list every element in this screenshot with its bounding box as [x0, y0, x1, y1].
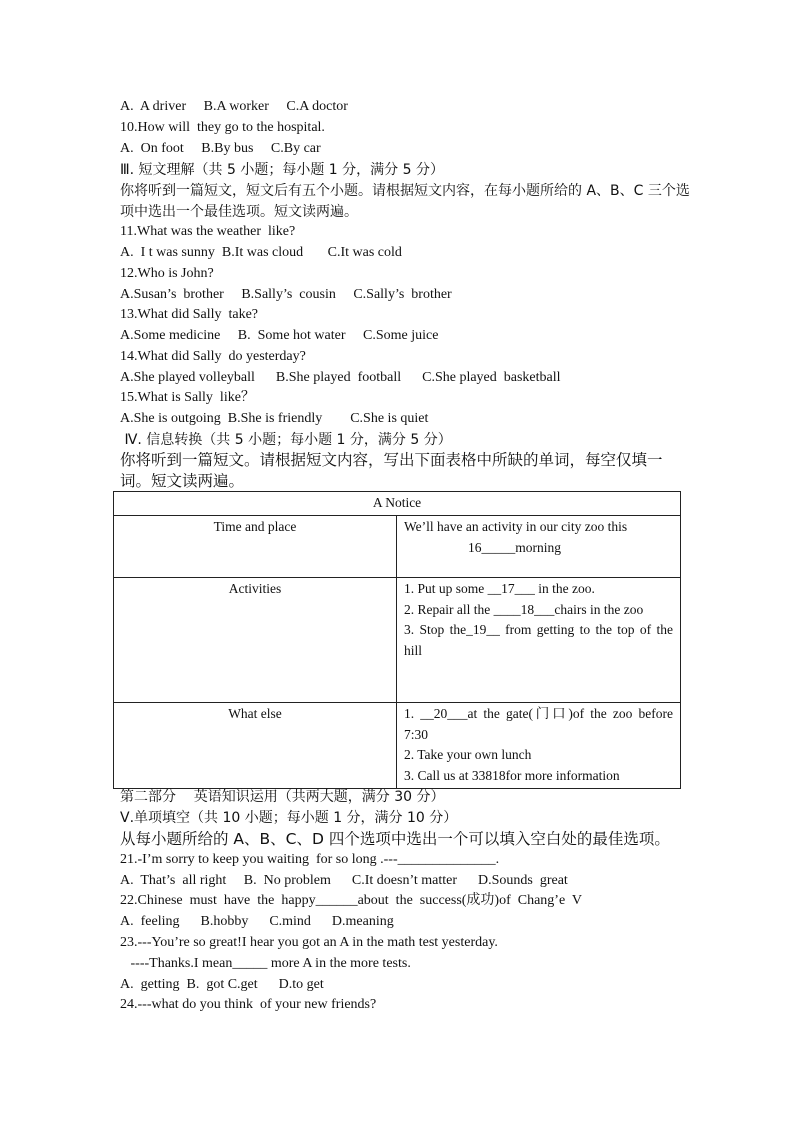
q14-options: A.She played volleyball B.She played football C.She played basketball: [120, 370, 561, 385]
row-label-activities: Activities: [114, 577, 397, 702]
section4-heading: Ⅳ. 信息转换（共 5 小题；每小题 1 分，满分 5 分）: [120, 432, 452, 448]
q11-question: 11.What was the weather like?: [120, 224, 296, 239]
q13-options: A.Some medicine B. Some hot water C.Some juice: [120, 328, 439, 343]
q9-options: A. A driver B.A worker C.A doctor: [120, 99, 348, 114]
q23-options: A. getting B. got C.get D.to get: [120, 977, 324, 992]
q12-options: A.Susan’s brother B.Sally’s cousin C.Sally’s brother: [120, 287, 452, 302]
what-else-line-1: 1. __20___at the gate(门口)of the zoo before 7:30: [404, 705, 673, 742]
q22-options: A. feeling B.hobby C.mind D.meaning: [120, 914, 394, 929]
q24-question: 24.---what do you think of your new friends?: [120, 997, 377, 1012]
notice-table: [113, 491, 681, 789]
activity-line-1: 1. Put up some __17___ in the zoo.: [404, 580, 595, 596]
time-place-line-2: 16_____morning: [468, 539, 561, 555]
part2-heading: 第二部分 英语知识运用（共两大题，满分 30 分）: [120, 789, 445, 805]
q23-question: 23.---You’re so great!I hear you got an A in the math test yesterday.: [120, 935, 498, 950]
section3-heading: Ⅲ. 短文理解（共 5 小题；每小题 1 分，满分 5 分）: [120, 162, 444, 178]
q21-options: A. That’s all right B. No problem C.It doesn’t matter D.Sounds great: [120, 873, 568, 888]
row-label-what-else: What else: [114, 702, 397, 788]
section3-instructions-1: 你将听到一篇短文，短文后有五个小题。请根据短文内容，在每小题所给的 A、B、C 三个选: [120, 183, 690, 199]
q13-question: 13.What did Sally take?: [120, 307, 259, 322]
what-else-line-2: 2. Take your own lunch: [404, 747, 532, 763]
q14-question: 14.What did Sally do yesterday?: [120, 349, 306, 364]
section4-instructions-1: 你将听到一篇短文。请根据短文内容，写出下面表格中所缺的单词，每空仅填一: [120, 451, 663, 469]
q23-reply: ----Thanks.I mean_____ more A in the more tests.: [120, 956, 411, 971]
section3-instructions-2: 项中选出一个最佳选项。短文读两遍。: [120, 204, 358, 220]
row-content-what-else: [397, 702, 681, 788]
q11-options: A. I t was sunny B.It was cloud C.It was cold: [120, 245, 402, 260]
row-content-activities: [397, 577, 681, 702]
q22-question: 22.Chinese must have the happy______about the success(成功)of Chang’e V: [120, 893, 583, 908]
activity-line-3: 3. Stop the_19__ from getting to the top of the hill: [404, 622, 673, 659]
section5-instructions: 从每小题所给的 A、B、C、D 四个选项中选出一个可以填入空白处的最佳选项。: [120, 830, 670, 848]
row-label-time-place: Time and place: [114, 515, 397, 577]
activity-line-2: 2. Repair all the ____18___chairs in the zoo: [404, 601, 644, 617]
what-else-line-3: 3. Call us at 33818for more information: [404, 768, 620, 784]
time-place-line-1: We’ll have an activity in our city zoo this: [404, 518, 628, 534]
q15-options: A.She is outgoing B.She is friendly C.She is quiet: [120, 411, 429, 426]
notice-title: A Notice: [114, 492, 681, 516]
section4-instructions-2: 词。短文读两遍。: [120, 472, 245, 490]
q10-options: A. On foot B.By bus C.By car: [120, 141, 321, 156]
q21-question: 21.-I’m sorry to keep you waiting for so long .---______________.: [120, 852, 500, 867]
q15-question: 15.What is Sally like？: [120, 390, 255, 405]
section5-heading: Ⅴ.单项填空（共 10 小题；每小题 1 分，满分 10 分）: [120, 810, 458, 826]
q12-question: 12.Who is John?: [120, 266, 214, 281]
row-content-time-place: [397, 515, 681, 577]
q10-question: 10.How will they go to the hospital.: [120, 120, 325, 135]
